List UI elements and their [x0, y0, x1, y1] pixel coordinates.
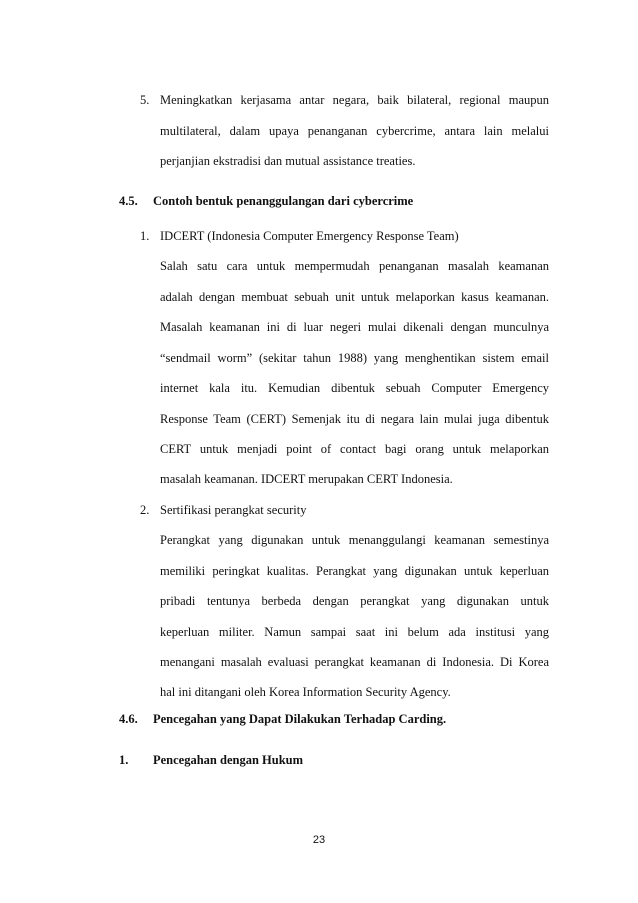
item5-line-3: perjanjian ekstradisi dan mutual assistance treaties. — [160, 154, 416, 168]
item5-number: 5. — [140, 93, 150, 107]
subsection1-title: Pencegahan dengan Hukum — [153, 753, 304, 767]
section45-item2-line-3: pribadi tentunya berbeda dengan perangkat yang digunakan untuk — [160, 594, 549, 608]
section45-item2-line-4: keperluan militer. Namun sampai saat ini belum ada institusi yang — [160, 625, 549, 639]
item5-line-2: multilateral, dalam upaya penanganan cybercrime, antara lain melalui — [160, 124, 549, 138]
section45-item2-line-1: Perangkat yang digunakan untuk menanggulangi keamanan semestinya — [160, 533, 549, 547]
section45-title: Contoh bentuk penanggulangan dari cybercrime — [153, 194, 414, 208]
section45-item1-title: IDCERT (Indonesia Computer Emergency Response Team) — [160, 229, 459, 243]
section45-item1-line-5: internet kala itu. Kemudian dibentuk sebuah Computer Emergency — [160, 381, 549, 395]
section45-item1-line-8: masalah keamanan. IDCERT merupakan CERT Indonesia. — [160, 472, 453, 486]
section45-item2-line-6: hal ini ditangani oleh Korea Information Security Agency. — [160, 685, 451, 699]
section46-title: Pencegahan yang Dapat Dilakukan Terhadap Carding. — [153, 712, 447, 726]
section45-item1-line-3: Masalah keamanan ini di luar negeri mulai dikenali dengan munculnya — [160, 320, 549, 334]
section45-number: 4.5. — [119, 194, 138, 208]
page-number: 23 — [312, 834, 326, 846]
section45-item1-line-7: CERT untuk menjadi point of contact bagi orang untuk melaporkan — [160, 442, 549, 456]
section45-item2-line-2: memiliki peringkat kualitas. Perangkat yang digunakan untuk keperluan — [160, 564, 549, 578]
subsection1-number: 1. — [119, 753, 129, 767]
section46-number: 4.6. — [119, 712, 138, 726]
section45-item1-line-2: adalah dengan membuat sebuah unit untuk melaporkan kasus keamanan. — [160, 290, 549, 304]
section45-item1-line-6: Response Team (CERT) Semenjak itu di negara lain mulai juga dibentuk — [160, 412, 549, 426]
section45-item1-line-1: Salah satu cara untuk mempermudah penanganan masalah keamanan — [160, 259, 549, 273]
section45-item2-line-5: menangani masalah evaluasi perangkat keamanan di Indonesia. Di Korea — [160, 655, 549, 669]
item5-line-1: Meningkatkan kerjasama antar negara, baik bilateral, regional maupun — [160, 93, 549, 107]
section45-item2-title: Sertifikasi perangkat security — [160, 503, 307, 517]
section45-item2-number: 2. — [140, 503, 150, 517]
section45-item1-number: 1. — [140, 229, 150, 243]
section45-item1-line-4: “sendmail worm” (sekitar tahun 1988) yang menghentikan sistem email — [160, 351, 549, 365]
